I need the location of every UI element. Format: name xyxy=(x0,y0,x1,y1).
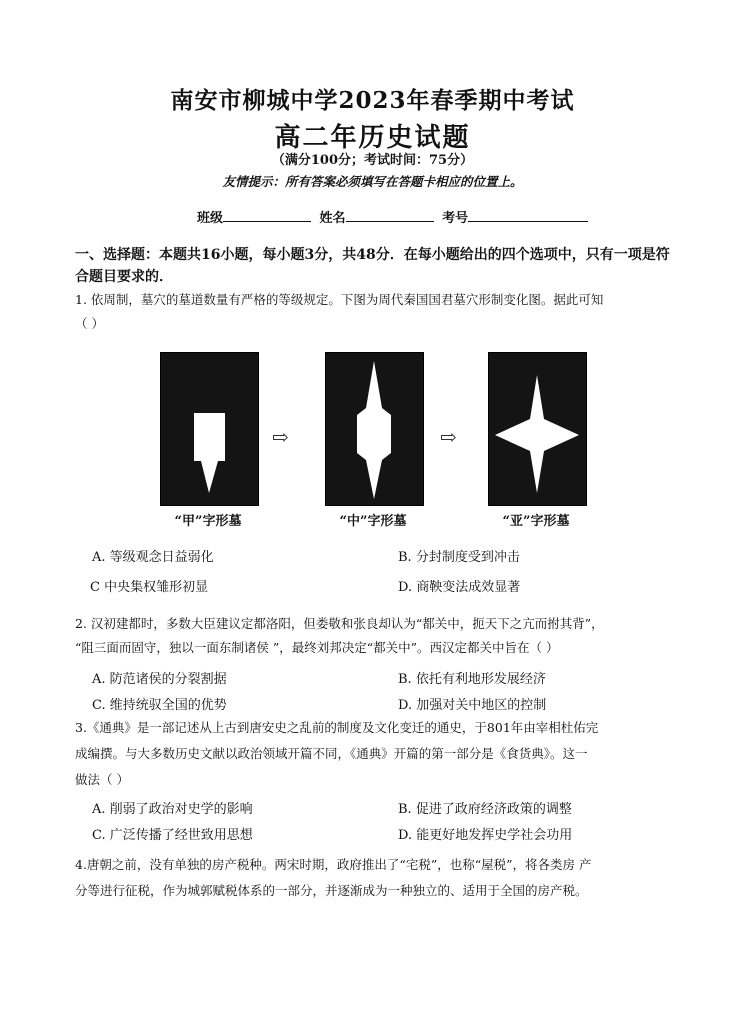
tomb-shape-figure xyxy=(160,352,585,532)
q1-option-c[interactable]: C 中央集权雏形初显 xyxy=(90,580,209,595)
zhong-tomb-panel xyxy=(325,352,424,506)
q2-stem-line1: 2. 汉初建都时，多数大臣建议定都洛阳，但娄敬和张良却认为“都关中，扼天下之亢而拊其背”， xyxy=(75,616,604,631)
exam-subject: 高二年历史试题 xyxy=(274,123,471,153)
q3-option-c[interactable]: C. 广泛传播了经世致用思想 xyxy=(92,828,253,843)
arrow-icon: ⇨ xyxy=(272,425,289,449)
exam-meta: （满分100分；考试时间：75分） xyxy=(271,153,474,168)
q1-stem-line1: 1. 依周制，墓穴的墓道数量有严格的等级规定。下图为周代秦国国君墓穴形制变化图。据此可知 xyxy=(75,292,604,307)
zhong-tomb-caption: “中”字形墓 xyxy=(339,514,407,529)
q1-option-a[interactable]: A. 等级观念日益弱化 xyxy=(92,550,214,565)
arrow-icon: ⇨ xyxy=(440,425,457,449)
q2-option-b[interactable]: B. 依托有利地形发展经济 xyxy=(398,672,546,687)
zhong-tomb-shape xyxy=(326,353,423,505)
q4-stem-line1: 4.唐朝之前，没有单独的房产税种。两宋时期，政府推出了“宅税”，也称“屋税”，将各类房 产 xyxy=(75,857,592,872)
class-label: 班级 xyxy=(197,211,224,226)
q3-option-d[interactable]: D. 能更好地发挥史学社会功用 xyxy=(398,828,573,843)
q3-stem-line2: 成编撰。与大多数历史文献以政治领域开篇不同，《通典》开篇的第一部分是《食货典》。这一 xyxy=(75,746,588,761)
q2-option-a[interactable]: A. 防范诸侯的分裂割据 xyxy=(92,672,227,687)
jia-tomb-panel xyxy=(160,352,259,506)
student-info-fields xyxy=(197,207,592,226)
jia-tomb-caption: “甲”字形墓 xyxy=(174,514,242,529)
jia-tomb-shape xyxy=(161,353,258,505)
id-blank[interactable] xyxy=(468,209,588,222)
exam-tip: 友情提示：所有答案必须填写在答题卡相应的位置上。 xyxy=(222,174,523,189)
q2-option-c[interactable]: C. 维持统驭全国的优势 xyxy=(92,698,227,713)
exam-title: 南安市柳城中学2023年春季期中考试 xyxy=(170,87,575,114)
q1-stem-line2: （ ） xyxy=(75,316,104,331)
id-label: 考号 xyxy=(442,211,469,226)
q2-option-d[interactable]: D. 加强对关中地区的控制 xyxy=(398,698,547,713)
q1-option-b[interactable]: B. 分封制度受到冲击 xyxy=(398,550,520,565)
ya-tomb-shape xyxy=(489,353,586,505)
name-blank[interactable] xyxy=(346,209,434,222)
section-heading: 一、选择题：本题共16小题，每小题3分，共48分．在每小题给出的四个选项中，只有一项是符合题目要求的． xyxy=(75,247,670,285)
q3-stem-line3: 做法（ ） xyxy=(75,772,129,787)
q3-option-a[interactable]: A. 削弱了政治对史学的影响 xyxy=(92,802,253,817)
name-label: 姓名 xyxy=(319,211,346,226)
class-blank[interactable] xyxy=(223,209,311,222)
q3-stem-line1: 3.《通典》是一部记述从上古到唐安史之乱前的制度及文化变迁的通史，于801年由宰相杜佑完 xyxy=(75,720,599,735)
q3-option-b[interactable]: B. 促进了政府经济政策的调整 xyxy=(398,802,572,817)
q2-stem-line2: “阻三面而固守，独以一面东制诸侯 ”，最终刘邦决定“都关中”。西汉定都关中旨在（ ） xyxy=(75,640,559,655)
ya-tomb-panel xyxy=(488,352,587,506)
ya-tomb-caption: “亚”字形墓 xyxy=(502,514,570,529)
q4-stem-line2: 分等进行征税，作为城郭赋税体系的一部分，并逐渐成为一种独立的、适用于全国的房产税。 xyxy=(75,883,588,898)
q1-option-d[interactable]: D. 商鞅变法成效显著 xyxy=(398,580,521,595)
